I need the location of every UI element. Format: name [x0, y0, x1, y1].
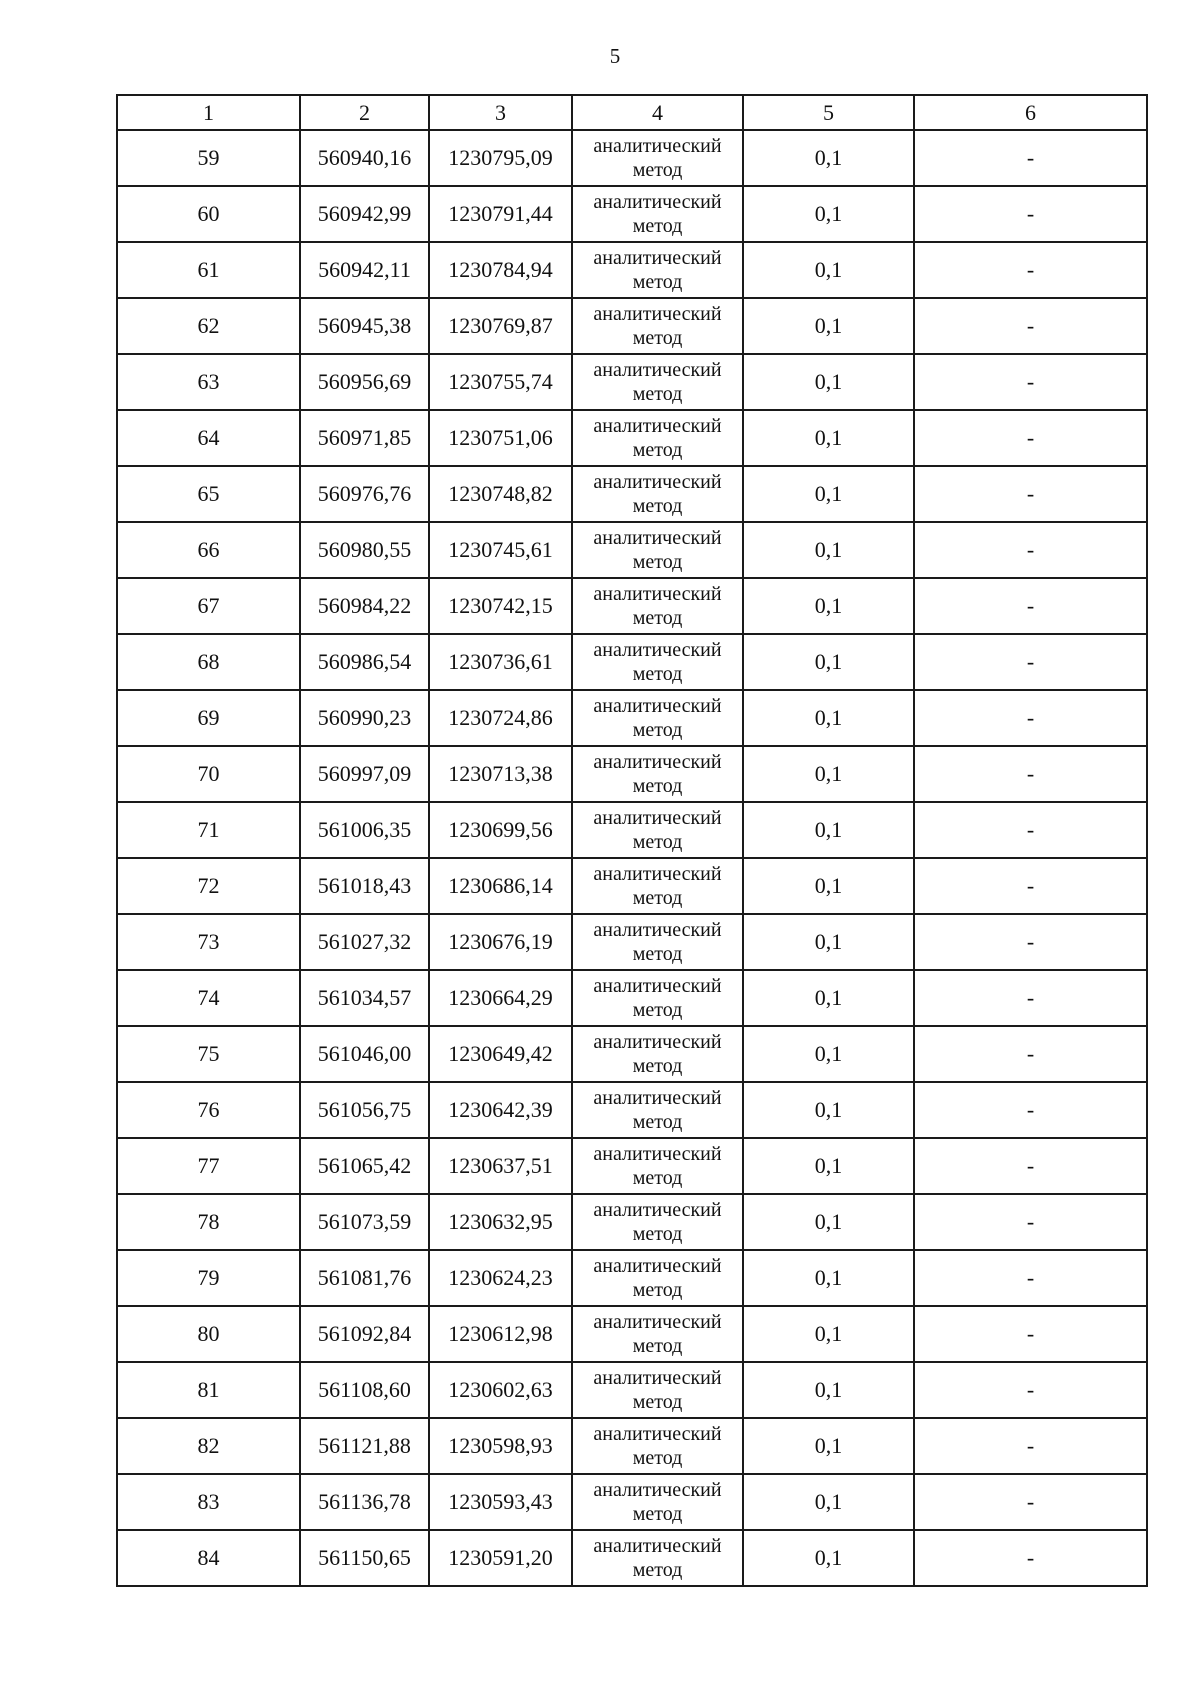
method-line-1: аналитический: [593, 1423, 722, 1445]
method-line-2: метод: [632, 719, 683, 741]
table-row: [117, 1194, 1147, 1250]
cell-accuracy: 0,1: [743, 1194, 914, 1250]
cell-accuracy: 0,1: [743, 1474, 914, 1530]
cell-accuracy: 0,1: [743, 1530, 914, 1586]
cell-accuracy: 0,1: [743, 298, 914, 354]
cell-note: -: [914, 1138, 1147, 1194]
cell-note: -: [914, 690, 1147, 746]
cell-note: -: [914, 1026, 1147, 1082]
cell-note: -: [914, 298, 1147, 354]
cell-note: -: [914, 1250, 1147, 1306]
table-row: [117, 1362, 1147, 1418]
cell-note: -: [914, 802, 1147, 858]
cell-note: -: [914, 970, 1147, 1026]
header-col-4: 4: [572, 95, 743, 130]
cell-point-number: 62: [117, 298, 300, 354]
method-line-1: аналитический: [593, 359, 722, 381]
cell-y-coordinate: 1230602,63: [429, 1362, 572, 1418]
cell-x-coordinate: 561027,32: [300, 914, 429, 970]
cell-y-coordinate: 1230736,61: [429, 634, 572, 690]
header-col-1: 1: [117, 95, 300, 130]
cell-y-coordinate: 1230632,95: [429, 1194, 572, 1250]
method-line-1: аналитический: [593, 1087, 722, 1109]
page-number: 5: [609, 44, 621, 68]
cell-note: -: [914, 634, 1147, 690]
cell-method: [572, 1082, 743, 1138]
cell-note: -: [914, 186, 1147, 242]
table-row: [117, 1418, 1147, 1474]
cell-y-coordinate: 1230624,23: [429, 1250, 572, 1306]
method-line-2: метод: [632, 607, 683, 629]
cell-point-number: 71: [117, 802, 300, 858]
method-line-2: метод: [632, 887, 683, 909]
cell-y-coordinate: 1230664,29: [429, 970, 572, 1026]
cell-x-coordinate: 560986,54: [300, 634, 429, 690]
cell-accuracy: 0,1: [743, 1138, 914, 1194]
cell-accuracy: 0,1: [743, 130, 914, 186]
cell-x-coordinate: 560940,16: [300, 130, 429, 186]
cell-note: -: [914, 130, 1147, 186]
method-line-2: метод: [632, 327, 683, 349]
method-line-1: аналитический: [593, 1143, 722, 1165]
table-row: [117, 186, 1147, 242]
cell-note: -: [914, 1474, 1147, 1530]
method-line-2: метод: [632, 383, 683, 405]
table-row: [117, 242, 1147, 298]
cell-method: [572, 1530, 743, 1586]
cell-point-number: 60: [117, 186, 300, 242]
method-line-1: аналитический: [593, 975, 722, 997]
cell-y-coordinate: 1230598,93: [429, 1418, 572, 1474]
cell-y-coordinate: 1230686,14: [429, 858, 572, 914]
cell-method: [572, 298, 743, 354]
cell-accuracy: 0,1: [743, 746, 914, 802]
method-line-2: метод: [632, 1111, 683, 1133]
cell-method: [572, 466, 743, 522]
cell-note: -: [914, 746, 1147, 802]
cell-x-coordinate: 561136,78: [300, 1474, 429, 1530]
method-line-1: аналитический: [593, 415, 722, 437]
method-line-1: аналитический: [593, 247, 722, 269]
cell-note: -: [914, 1082, 1147, 1138]
cell-accuracy: 0,1: [743, 1306, 914, 1362]
cell-point-number: 69: [117, 690, 300, 746]
method-line-2: метод: [632, 1335, 683, 1357]
cell-accuracy: 0,1: [743, 690, 914, 746]
cell-point-number: 76: [117, 1082, 300, 1138]
cell-accuracy: 0,1: [743, 970, 914, 1026]
method-line-1: аналитический: [593, 135, 722, 157]
method-line-2: метод: [632, 1167, 683, 1189]
table-row: [117, 970, 1147, 1026]
cell-point-number: 66: [117, 522, 300, 578]
table-row: [117, 1026, 1147, 1082]
cell-method: [572, 1362, 743, 1418]
table-row: [117, 522, 1147, 578]
method-line-2: метод: [632, 999, 683, 1021]
header-col-5: 5: [743, 95, 914, 130]
cell-point-number: 72: [117, 858, 300, 914]
cell-point-number: 59: [117, 130, 300, 186]
cell-method: [572, 634, 743, 690]
method-line-2: метод: [632, 495, 683, 517]
cell-method: [572, 914, 743, 970]
cell-point-number: 61: [117, 242, 300, 298]
cell-x-coordinate: 560971,85: [300, 410, 429, 466]
method-line-1: аналитический: [593, 471, 722, 493]
cell-note: -: [914, 1306, 1147, 1362]
table-row: [117, 690, 1147, 746]
cell-method: [572, 242, 743, 298]
method-line-2: метод: [632, 1391, 683, 1413]
cell-method: [572, 130, 743, 186]
cell-method: [572, 1474, 743, 1530]
cell-x-coordinate: 560980,55: [300, 522, 429, 578]
cell-accuracy: 0,1: [743, 1418, 914, 1474]
method-line-1: аналитический: [593, 1199, 722, 1221]
cell-accuracy: 0,1: [743, 1362, 914, 1418]
cell-x-coordinate: 560942,99: [300, 186, 429, 242]
method-line-2: метод: [632, 271, 683, 293]
cell-point-number: 81: [117, 1362, 300, 1418]
method-line-2: метод: [632, 551, 683, 573]
method-line-1: аналитический: [593, 863, 722, 885]
coordinates-table: [116, 94, 1148, 1587]
cell-point-number: 80: [117, 1306, 300, 1362]
cell-method: [572, 1026, 743, 1082]
cell-y-coordinate: 1230742,15: [429, 578, 572, 634]
method-line-2: метод: [632, 943, 683, 965]
method-line-1: аналитический: [593, 1367, 722, 1389]
cell-method: [572, 690, 743, 746]
cell-point-number: 73: [117, 914, 300, 970]
cell-method: [572, 1250, 743, 1306]
table-row: [117, 746, 1147, 802]
cell-x-coordinate: 561150,65: [300, 1530, 429, 1586]
cell-note: -: [914, 1530, 1147, 1586]
cell-point-number: 75: [117, 1026, 300, 1082]
cell-method: [572, 522, 743, 578]
cell-x-coordinate: 560942,11: [300, 242, 429, 298]
method-line-1: аналитический: [593, 1535, 722, 1557]
cell-point-number: 83: [117, 1474, 300, 1530]
method-line-2: метод: [632, 831, 683, 853]
cell-y-coordinate: 1230649,42: [429, 1026, 572, 1082]
table-row: [117, 410, 1147, 466]
cell-note: -: [914, 410, 1147, 466]
cell-accuracy: 0,1: [743, 858, 914, 914]
header-col-6: 6: [914, 95, 1147, 130]
cell-y-coordinate: 1230637,51: [429, 1138, 572, 1194]
cell-accuracy: 0,1: [743, 186, 914, 242]
cell-point-number: 74: [117, 970, 300, 1026]
table-row: [117, 1250, 1147, 1306]
cell-y-coordinate: 1230724,86: [429, 690, 572, 746]
cell-y-coordinate: 1230784,94: [429, 242, 572, 298]
table-row: [117, 1138, 1147, 1194]
cell-accuracy: 0,1: [743, 242, 914, 298]
cell-point-number: 70: [117, 746, 300, 802]
cell-accuracy: 0,1: [743, 578, 914, 634]
cell-note: -: [914, 1418, 1147, 1474]
cell-point-number: 79: [117, 1250, 300, 1306]
cell-note: -: [914, 242, 1147, 298]
cell-method: [572, 1306, 743, 1362]
method-line-1: аналитический: [593, 527, 722, 549]
cell-accuracy: 0,1: [743, 802, 914, 858]
cell-point-number: 63: [117, 354, 300, 410]
cell-x-coordinate: 561081,76: [300, 1250, 429, 1306]
cell-method: [572, 1194, 743, 1250]
cell-note: -: [914, 1194, 1147, 1250]
cell-y-coordinate: 1230699,56: [429, 802, 572, 858]
cell-method: [572, 578, 743, 634]
table-row: [117, 802, 1147, 858]
cell-accuracy: 0,1: [743, 914, 914, 970]
cell-note: -: [914, 858, 1147, 914]
method-line-2: метод: [632, 159, 683, 181]
cell-x-coordinate: 560990,23: [300, 690, 429, 746]
cell-method: [572, 186, 743, 242]
cell-y-coordinate: 1230748,82: [429, 466, 572, 522]
cell-note: -: [914, 466, 1147, 522]
cell-note: -: [914, 1362, 1147, 1418]
table-header-row: [117, 95, 1147, 130]
cell-accuracy: 0,1: [743, 634, 914, 690]
cell-accuracy: 0,1: [743, 410, 914, 466]
cell-y-coordinate: 1230795,09: [429, 130, 572, 186]
cell-note: -: [914, 522, 1147, 578]
cell-x-coordinate: 561018,43: [300, 858, 429, 914]
cell-accuracy: 0,1: [743, 522, 914, 578]
table-row: [117, 298, 1147, 354]
table-row: [117, 354, 1147, 410]
method-line-1: аналитический: [593, 639, 722, 661]
method-line-1: аналитический: [593, 583, 722, 605]
table-row: [117, 1474, 1147, 1530]
cell-method: [572, 1138, 743, 1194]
cell-accuracy: 0,1: [743, 354, 914, 410]
cell-accuracy: 0,1: [743, 1026, 914, 1082]
cell-y-coordinate: 1230769,87: [429, 298, 572, 354]
cell-method: [572, 354, 743, 410]
table-row: [117, 1306, 1147, 1362]
cell-point-number: 77: [117, 1138, 300, 1194]
cell-method: [572, 802, 743, 858]
method-line-2: метод: [632, 1279, 683, 1301]
cell-point-number: 68: [117, 634, 300, 690]
table-row: [117, 634, 1147, 690]
cell-method: [572, 970, 743, 1026]
cell-accuracy: 0,1: [743, 1250, 914, 1306]
cell-y-coordinate: 1230591,20: [429, 1530, 572, 1586]
cell-y-coordinate: 1230676,19: [429, 914, 572, 970]
table-row: [117, 858, 1147, 914]
method-line-1: аналитический: [593, 695, 722, 717]
method-line-1: аналитический: [593, 1311, 722, 1333]
table-row: [117, 914, 1147, 970]
cell-y-coordinate: 1230755,74: [429, 354, 572, 410]
cell-point-number: 82: [117, 1418, 300, 1474]
cell-method: [572, 858, 743, 914]
method-line-2: метод: [632, 1503, 683, 1525]
method-line-1: аналитический: [593, 1255, 722, 1277]
cell-accuracy: 0,1: [743, 1082, 914, 1138]
cell-method: [572, 410, 743, 466]
table-row: [117, 130, 1147, 186]
cell-y-coordinate: 1230593,43: [429, 1474, 572, 1530]
cell-x-coordinate: 561034,57: [300, 970, 429, 1026]
cell-x-coordinate: 560945,38: [300, 298, 429, 354]
cell-method: [572, 746, 743, 802]
method-line-2: метод: [632, 663, 683, 685]
cell-y-coordinate: 1230612,98: [429, 1306, 572, 1362]
cell-x-coordinate: 560984,22: [300, 578, 429, 634]
table-row: [117, 1082, 1147, 1138]
cell-y-coordinate: 1230642,39: [429, 1082, 572, 1138]
cell-accuracy: 0,1: [743, 466, 914, 522]
cell-y-coordinate: 1230791,44: [429, 186, 572, 242]
cell-point-number: 64: [117, 410, 300, 466]
method-line-1: аналитический: [593, 1031, 722, 1053]
header-col-2: 2: [300, 95, 429, 130]
cell-point-number: 84: [117, 1530, 300, 1586]
method-line-2: метод: [632, 1055, 683, 1077]
cell-x-coordinate: 561046,00: [300, 1026, 429, 1082]
method-line-2: метод: [632, 1447, 683, 1469]
table-row: [117, 1530, 1147, 1586]
cell-x-coordinate: 561056,75: [300, 1082, 429, 1138]
cell-note: -: [914, 578, 1147, 634]
cell-note: -: [914, 354, 1147, 410]
cell-y-coordinate: 1230751,06: [429, 410, 572, 466]
cell-x-coordinate: 561092,84: [300, 1306, 429, 1362]
cell-x-coordinate: 560997,09: [300, 746, 429, 802]
method-line-2: метод: [632, 1559, 683, 1581]
cell-x-coordinate: 560976,76: [300, 466, 429, 522]
cell-x-coordinate: 561121,88: [300, 1418, 429, 1474]
method-line-1: аналитический: [593, 191, 722, 213]
method-line-2: метод: [632, 439, 683, 461]
header-col-3: 3: [429, 95, 572, 130]
cell-y-coordinate: 1230745,61: [429, 522, 572, 578]
cell-y-coordinate: 1230713,38: [429, 746, 572, 802]
method-line-1: аналитический: [593, 1479, 722, 1501]
method-line-1: аналитический: [593, 919, 722, 941]
method-line-2: метод: [632, 775, 683, 797]
method-line-1: аналитический: [593, 751, 722, 773]
method-line-1: аналитический: [593, 303, 722, 325]
cell-method: [572, 1418, 743, 1474]
cell-x-coordinate: 560956,69: [300, 354, 429, 410]
table-row: [117, 466, 1147, 522]
cell-x-coordinate: 561006,35: [300, 802, 429, 858]
cell-x-coordinate: 561065,42: [300, 1138, 429, 1194]
cell-x-coordinate: 561073,59: [300, 1194, 429, 1250]
cell-point-number: 78: [117, 1194, 300, 1250]
cell-point-number: 65: [117, 466, 300, 522]
table-row: [117, 578, 1147, 634]
method-line-1: аналитический: [593, 807, 722, 829]
method-line-2: метод: [632, 1223, 683, 1245]
cell-point-number: 67: [117, 578, 300, 634]
cell-x-coordinate: 561108,60: [300, 1362, 429, 1418]
cell-note: -: [914, 914, 1147, 970]
method-line-2: метод: [632, 215, 683, 237]
